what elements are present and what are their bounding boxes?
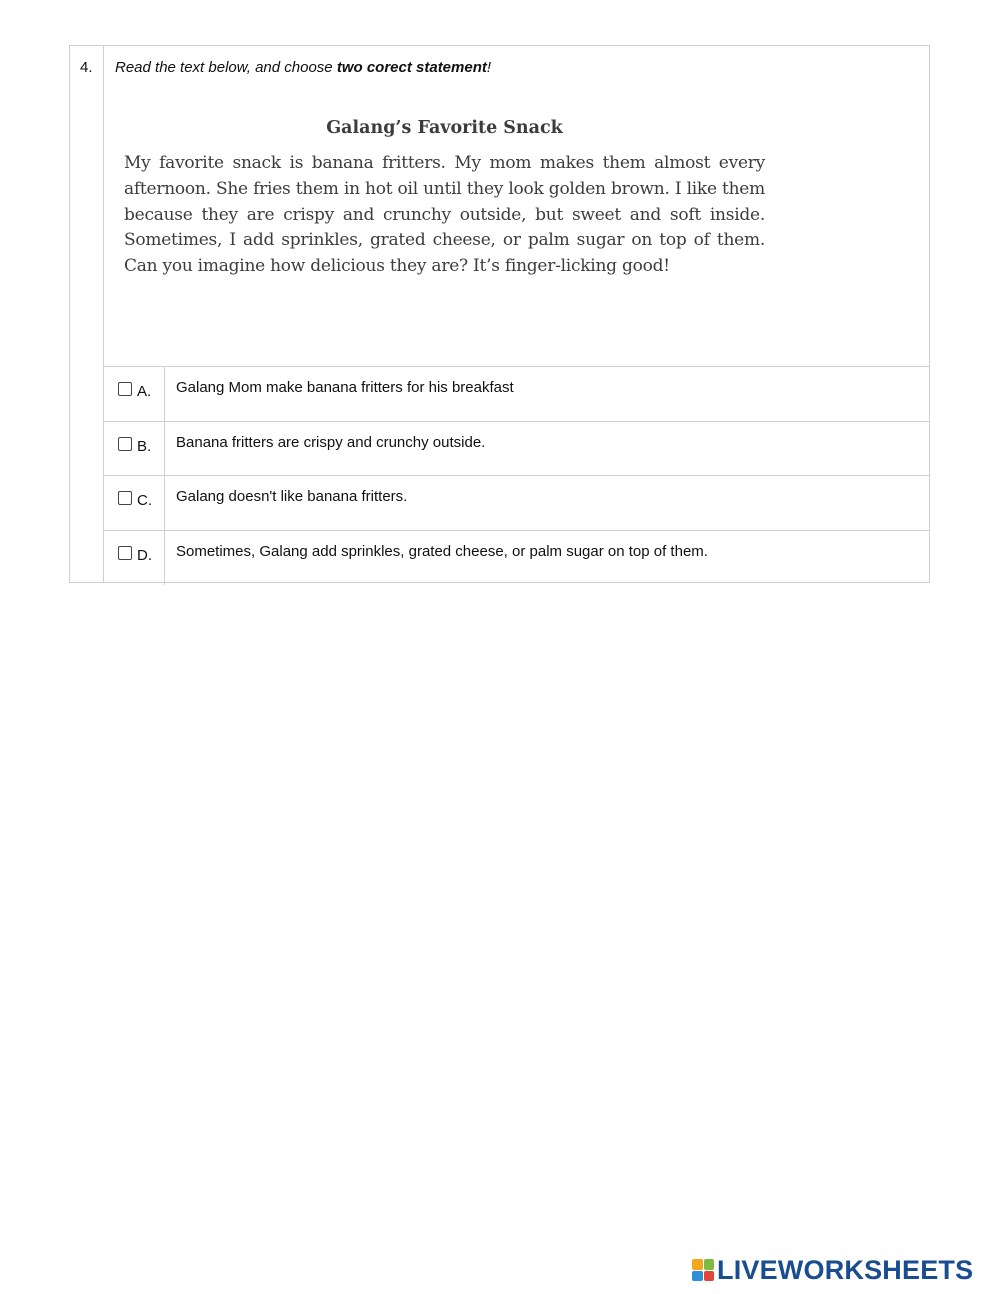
option-text: Banana fritters are crispy and crunchy outside.	[176, 433, 486, 451]
instruction-emphasis: two corect statement	[336, 59, 487, 76]
option-d-checkbox[interactable]	[118, 546, 132, 560]
instruction-suffix: !	[486, 59, 492, 76]
reading-passage	[124, 118, 765, 280]
logo-tile	[704, 1259, 715, 1270]
liveworksheets-brand	[692, 1255, 973, 1285]
option-text: Galang Mom make banana fritters for his breakfast	[176, 379, 514, 396]
option-a-checkbox[interactable]	[118, 382, 132, 396]
option-marker	[104, 422, 165, 476]
question-card	[69, 45, 930, 583]
question-number: 4.	[80, 59, 93, 76]
option-row-d	[104, 531, 929, 586]
liveworksheets-logo-icon	[692, 1259, 714, 1281]
question-number-column	[70, 46, 104, 582]
option-letter: B.	[137, 437, 152, 455]
instruction-prefix: Read the text below, and choose	[115, 59, 337, 76]
option-c-checkbox[interactable]	[118, 491, 132, 505]
option-row-a	[104, 367, 929, 422]
option-row-c	[104, 476, 929, 531]
question-prompt-area	[104, 46, 929, 367]
reading-title: Galang’s Favorite Snack	[326, 118, 563, 138]
brand-name: LIVEWORKSHEETS	[717, 1255, 974, 1285]
logo-tile	[704, 1271, 715, 1282]
option-marker	[104, 367, 165, 421]
option-row-b	[104, 422, 929, 477]
question-instruction	[115, 59, 491, 76]
option-marker	[104, 531, 165, 586]
option-letter: A.	[137, 383, 152, 400]
option-b-checkbox[interactable]	[118, 437, 132, 451]
option-marker	[104, 476, 165, 530]
logo-tile	[692, 1271, 703, 1282]
option-letter: C.	[137, 492, 152, 509]
option-letter: D.	[137, 546, 152, 564]
option-text: Galang doesn't like banana fritters.	[176, 488, 408, 505]
answer-options	[104, 367, 929, 582]
reading-body: My favorite snack is banana fritters. My mom makes them almost every afternoon. She fries them in hot oil until they look golden brown. I like them because they are crispy and crunchy outside, but sweet and soft inside. Sometimes, I add sprinkles, grated cheese, or palm sugar on top of them. Can you imagine how delicious they are? It’s finger-licking good!	[124, 153, 765, 277]
logo-tile	[692, 1259, 703, 1270]
option-text: Sometimes, Galang add sprinkles, grated cheese, or palm sugar on top of them.	[176, 542, 708, 560]
